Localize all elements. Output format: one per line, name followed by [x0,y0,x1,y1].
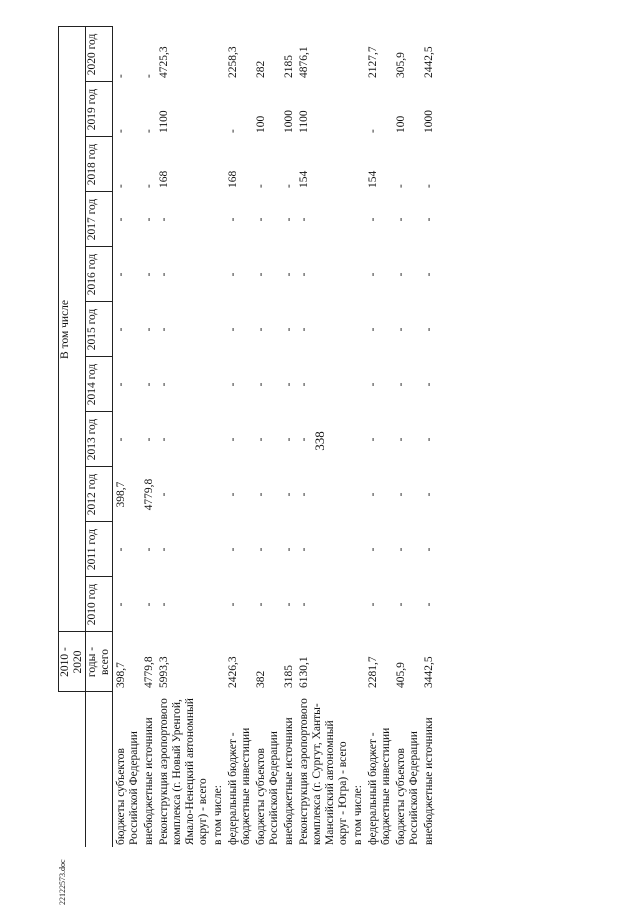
row-total: 405,9 [395,662,407,688]
year-value: 154 [367,170,379,188]
year-value: - [143,547,155,552]
year-value: 1000 [283,110,295,133]
year-value: - [255,602,267,607]
row-total: 382 [255,670,267,688]
year-value: - [255,492,267,497]
year-value: - [115,437,127,442]
table-row [253,27,281,847]
row-total: 6130,1 [298,656,310,688]
year-header: 2015 год [86,302,113,357]
year-value: - [255,382,267,387]
year-value: - [283,184,295,188]
year-value: - [255,272,267,277]
year-value: - [158,602,170,607]
year-value: 2442,5 [423,46,435,78]
year-value: 4779,8 [143,478,155,511]
year-value: - [255,327,267,332]
year-value: - [115,129,127,133]
year-value: - [367,602,379,607]
year-value: - [367,129,379,133]
document-id: 22122573.doc [58,859,67,905]
year-value: - [227,327,239,332]
year-value [350,357,365,412]
year-header: 2012 год [86,467,113,522]
row-label: бюджеты субъектов Российской Федерации [115,731,140,845]
year-value: - [367,492,379,497]
row-label: в том числе: [212,785,224,845]
year-value: - [158,382,170,387]
year-value: - [298,327,310,332]
row-label: внебюджетные источники [143,717,155,845]
year-value: - [227,492,239,497]
year-value [350,27,365,82]
year-value: - [143,327,155,332]
year-value: - [115,184,127,188]
year-value: - [115,217,127,222]
year-value: - [143,129,155,133]
year-value: 4876,1 [298,46,310,78]
year-value: - [423,437,435,442]
year-value: - [395,272,407,277]
year-value: - [283,547,295,552]
table-row [113,27,142,847]
year-value: - [395,602,407,607]
year-value: - [298,547,310,552]
year-value: - [298,217,310,222]
row-label: бюджеты субъектов Российской Федерации [255,731,280,845]
year-value [210,27,225,82]
year-value [210,412,225,467]
year-value: - [255,184,267,188]
year-value: - [423,382,435,387]
period-header: 2010 - 2020 [59,632,86,692]
year-value [210,577,225,632]
table-row [296,27,350,847]
period-sub-header: годы - всего [86,632,113,692]
year-value: - [158,547,170,552]
year-value: - [283,437,295,442]
table-row [421,27,436,847]
year-header: 2013 год [86,412,113,467]
year-value [350,192,365,247]
year-value [210,192,225,247]
year-value: - [298,492,310,497]
year-value: - [227,217,239,222]
year-value: - [143,602,155,607]
year-value: - [298,272,310,277]
year-value: - [423,492,435,497]
year-value: - [115,382,127,387]
year-value: - [283,382,295,387]
row-label: Реконструкция аэропортового комплекса (г. Сургут, Ханты-Мансийский автономный округ - Югра) - всего [298,698,349,845]
row-total: 5993,3 [158,656,170,688]
year-header: 2014 год [86,357,113,412]
year-value: - [423,547,435,552]
row-total: 3442,5 [423,656,435,688]
year-value: - [115,547,127,552]
year-header: 2020 год [86,27,113,82]
year-value: - [143,184,155,188]
row-total: 3185 [283,665,295,688]
year-value [350,247,365,302]
year-value [210,357,225,412]
label-header-cell-2 [86,692,113,847]
year-value: - [423,327,435,332]
year-value: - [255,437,267,442]
year-value [210,467,225,522]
year-value: - [423,184,435,188]
year-value: - [143,74,155,78]
row-total [210,632,225,692]
row-label: федеральный бюджет - бюджетные инвестиции [227,727,252,845]
year-value [350,412,365,467]
page-number: 338 [312,431,327,451]
row-total [350,632,365,692]
year-header: 2019 год [86,82,113,137]
year-value: - [423,217,435,222]
table-row [156,27,210,847]
year-value: - [115,74,127,78]
year-value: - [158,327,170,332]
year-value: - [255,217,267,222]
year-value: 168 [158,170,170,188]
year-value: - [367,437,379,442]
year-value: - [227,547,239,552]
row-label: в том числе: [352,785,364,845]
row-label: бюджеты субъектов Российской Федерации [395,731,420,845]
table-row [281,27,296,847]
year-value: - [158,437,170,442]
year-value: - [395,217,407,222]
year-value: - [395,184,407,188]
table-row [225,27,253,847]
year-value: 1100 [298,110,310,133]
row-label: внебюджетные источники [423,717,435,845]
year-value: 1000 [423,110,435,133]
year-value: 1100 [158,110,170,133]
year-value: - [227,382,239,387]
year-value: - [143,272,155,277]
year-value: - [298,602,310,607]
year-value [210,82,225,137]
year-value: 305,9 [395,52,407,78]
year-value: 2127,7 [367,46,379,78]
year-value: - [283,492,295,497]
year-header: 2017 год [86,192,113,247]
row-total: 398,7 [115,662,127,688]
year-value: 282 [255,60,267,78]
year-value [210,522,225,577]
year-value: - [298,437,310,442]
year-value [210,247,225,302]
year-value: - [158,492,170,497]
year-value: - [283,327,295,332]
year-value [350,82,365,137]
year-value: - [395,547,407,552]
row-total: 2426,3 [227,656,239,688]
year-value: - [115,602,127,607]
year-value: 168 [227,170,239,188]
row-label: федеральный бюджет - бюджетные инвестиции [367,727,392,845]
year-value [210,302,225,357]
year-value: - [395,437,407,442]
funding-table [58,26,436,847]
year-value: 398,7 [115,481,127,508]
year-header: 2018 год [86,137,113,192]
year-value: - [395,492,407,497]
year-value: - [283,602,295,607]
table-row [141,27,156,847]
year-value: - [255,547,267,552]
year-value: - [367,382,379,387]
year-value: - [395,382,407,387]
year-value: 2185 [283,55,295,78]
row-label: Реконструкция аэропортового комплекса (г. Новый Уренгой, Ямало-Ненецкий автономный округ) - всего [158,698,209,845]
year-value: - [298,382,310,387]
rotated-table-container [58,27,558,847]
year-value: - [423,272,435,277]
year-value: 2258,3 [227,46,239,78]
year-value: - [227,272,239,277]
year-value [350,467,365,522]
year-value [350,302,365,357]
table-row [350,27,365,847]
year-value: - [367,217,379,222]
year-value: 100 [255,115,267,133]
table-row [365,27,393,847]
row-label: внебюджетные источники [283,717,295,845]
year-value: - [143,437,155,442]
year-header: 2010 год [86,577,113,632]
year-value: - [227,437,239,442]
year-value: - [143,217,155,222]
year-value: - [283,217,295,222]
year-value [350,577,365,632]
year-value: - [227,602,239,607]
year-value: - [283,272,295,277]
year-value: - [158,217,170,222]
year-value: 4725,3 [158,46,170,78]
year-value: 100 [395,115,407,133]
year-value: - [367,327,379,332]
year-value: - [423,602,435,607]
year-header: 2011 год [86,522,113,577]
year-value: - [115,272,127,277]
label-header-cell [59,692,86,847]
year-header: 2016 год [86,247,113,302]
year-value: - [115,327,127,332]
year-value: - [143,382,155,387]
year-value: - [367,547,379,552]
year-value: - [227,129,239,133]
row-total: 4779,8 [143,656,155,688]
year-value [350,522,365,577]
table-row [393,27,421,847]
year-value: - [158,272,170,277]
row-total: 2281,7 [367,656,379,688]
year-value [210,137,225,192]
table-row [210,27,225,847]
year-value [350,137,365,192]
year-value: - [395,327,407,332]
year-value: 154 [298,170,310,188]
year-value: - [367,272,379,277]
incl-header: В том числе [59,27,86,632]
